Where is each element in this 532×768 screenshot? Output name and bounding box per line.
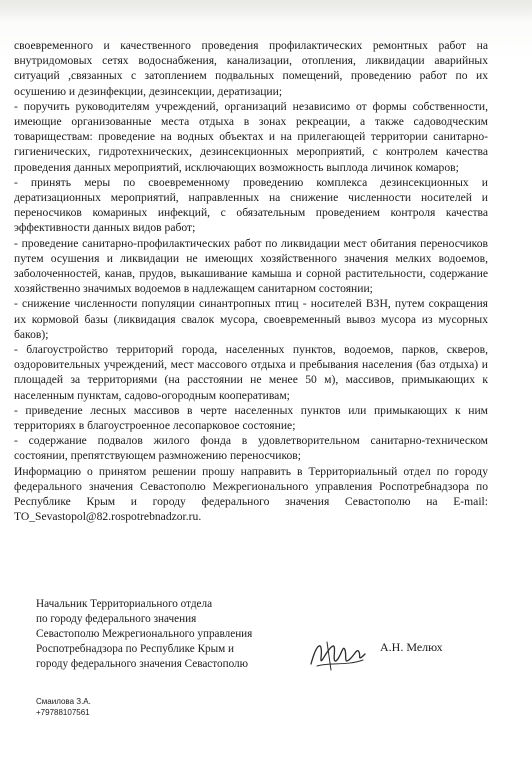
body-paragraph: - снижение численности популяции синантропных птиц - носителей ВЗН, путем сокращения их кормовой базы (ликвидация свалок мусора, своевременный вывоз мусора из мусорных баков); bbox=[14, 297, 488, 341]
body-paragraph: - поручить руководителям учреждений, организаций независимо от формы собственности, имеющие организованные места отдыха в зонах рекреации, а также садоводческим товариществам: проведение на водных объектах и на прилегающей территории санитарно-гигиенических, гидротехнических, дезинсекционных мероприятий, с контролем качества проведения данных мероприятий, исключающих возможность выплода личинок комаров; bbox=[14, 99, 488, 174]
letter-body bbox=[14, 38, 488, 525]
executor-info bbox=[36, 696, 91, 718]
signatory-title bbox=[36, 597, 336, 672]
body-paragraph: - принять меры по своевременному проведению комплекса дезинсекционных и дератизационных мероприятий, направленных на снижение численности носителей и переносчиков комариных инфекций, с обязательным проведением контроля качества эффективности данных видов работ; bbox=[14, 175, 488, 235]
body-paragraph: - приведение лесных массивов в черте населенных пунктов или примыкающих к ним территориях в благоустроенное лесопарковое состояние; bbox=[14, 403, 488, 433]
signatory-title-line: Роспотребнадзора по Республике Крым и bbox=[36, 643, 235, 655]
signer-name: А.Н. Мелюх bbox=[380, 640, 443, 654]
body-paragraph: - содержание подвалов жилого фонда в удовлетворительном санитарно-техническом состоянии, препятствующем размножению переносчиков; bbox=[14, 434, 488, 463]
signatory-title-line: Начальник Территориального отдела bbox=[36, 598, 213, 610]
signatory-title-line: городу федерального значения Севастополю bbox=[36, 658, 248, 670]
signatory-title-line: Севастополю Межрегионального управления bbox=[36, 628, 253, 640]
body-paragraph: - благоустройство территорий города, населенных пунктов, водоемов, парков, скверов, оздоровительных учреждений, мест массового отдыха и пребывания населения (баз отдыха) и площадей за территориями (на расстоянии не менее 50 м), массивов, примыкающих к населенным пунктам, садово-огородным кооперативам; bbox=[14, 343, 488, 402]
handwritten-signature bbox=[307, 636, 369, 676]
executor-name: Смаилова З.А. bbox=[36, 697, 91, 706]
body-paragraph: Информацию о принятом решении прошу направить в Территориальный отдел по городу федерального значения Севастополю Межрегионального управления Роспотребнадзора по Республике Крым и городу федерального значения Севастополю на E-mail: TO_Sevastopol@82.rospotrebnadzor.ru. bbox=[14, 464, 488, 524]
page-fold-shadow bbox=[0, 0, 532, 22]
signatory-title-line: по городу федерального значения bbox=[36, 613, 197, 625]
body-paragraph: - проведение санитарно-профилактических работ по ликвидации мест обитания переносчиков путем осушения и ликвидации не имеющих хозяйственного значения мелких водоемов, заболоченностей, канав, прудов, выкашивание камыша и сорной растительности, содержание хозяйственно значимых водоемов в надлежащем санитарном состоянии; bbox=[14, 236, 488, 296]
executor-phone: +79788107561 bbox=[36, 708, 90, 717]
body-paragraph: своевременного и качественного проведения профилактических ремонтных работ на внутридомовых сетях водоснабжения, канализации, отопления, ликвидации аварийных ситуаций ,связанных с затоплением подвальных помещений, проведению работ по их осушению и дезинфекции, дезинсекции, дератизации; bbox=[14, 39, 488, 98]
